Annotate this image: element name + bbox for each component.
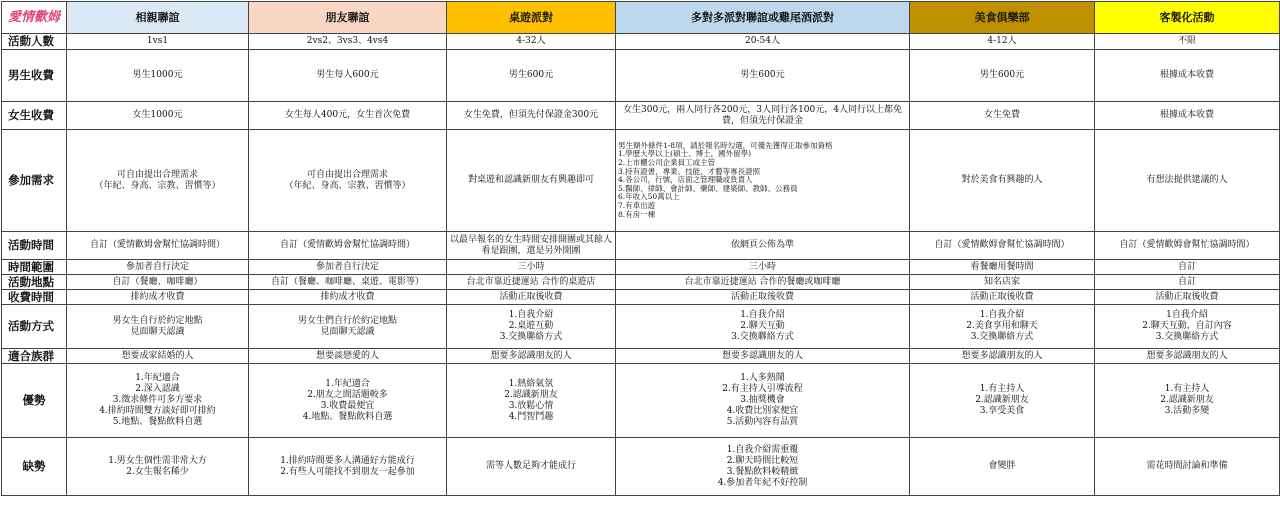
cell: 1.年紀適合 2.朋友之間話題較多 3.收費最便宜 4.地點、餐點飲料自選: [249, 364, 447, 438]
col-header-custom: 客製化活動: [1095, 2, 1280, 34]
cell: 台北市靠近捷運站 合作的餐廳或咖啡廳: [616, 275, 910, 290]
cell: 1.自我介紹 2.聊天互動 3.交換聯絡方式: [616, 305, 910, 349]
cell: 想要多認識朋友的人: [1095, 349, 1280, 364]
cell: 三小時: [447, 260, 616, 275]
row-label-location: 活動地點: [2, 275, 67, 290]
row-label-method: 活動方式: [2, 305, 67, 349]
cell: 知名店家: [910, 275, 1095, 290]
cell: 排約成才收費: [67, 290, 249, 305]
cell: 自訂: [1095, 275, 1280, 290]
row-time: [2, 232, 1280, 260]
cell: 可自由提出合理需求 （年紀、身高、宗教、習慣等）: [249, 130, 447, 232]
cell: 參加者自行決定: [249, 260, 447, 275]
cell: 不限: [1095, 34, 1280, 50]
cell: 男生1000元: [67, 50, 249, 102]
row-label-female-fee: 女生收費: [2, 102, 67, 130]
cell: 以最早報名的女生時間安排開團或其餘人看是跟團，還是另外開團: [447, 232, 616, 260]
cell: 自訂（愛情歡姆會幫忙協調時間）: [1095, 232, 1280, 260]
row-label-duration: 時間範圍: [2, 260, 67, 275]
cell: 2vs2、3vs3、4vs4: [249, 34, 447, 50]
cell: 1.排約時間要多人溝通好方能成行 2.有些人可能找不到朋友一起參加: [249, 438, 447, 496]
row-female-fee: [2, 102, 1280, 130]
cell: 男生額外條件1-8項，請於報名時勾選，可優先獲得正取參加資格 1.學歷大學以上(碩士、博士，國外留學) 2.上市櫃公司企業員工或主管 3.持有證書，專業、技能、才藝等專長證照 4.各公司，行號，店面之管理職或負責人 5.醫師、律師、會計師、藥師、建築師、教師、公務員 6.年收入50萬以上 7.有車出遊 8.有房一棟: [616, 130, 910, 232]
cell: 活動正取後收費: [616, 290, 910, 305]
cell: 1vs1: [67, 34, 249, 50]
cell: 1.男女生個性需非常大方 2.女生報名稀少: [67, 438, 249, 496]
cell: 1.年紀適合 2.深入認識 3.徵求條件可多方要求 4.排約時間雙方談好即可排約 5.地點、餐點飲料自選: [67, 364, 249, 438]
cell: 男女生們自行於約定地點 見面聊天認識: [249, 305, 447, 349]
logo: [2, 2, 67, 34]
cell: 女生免費，但須先付保證金300元: [447, 102, 616, 130]
col-header-matchmaking: 相親聯誼: [67, 2, 249, 34]
row-label-male-fee: 男生收費: [2, 50, 67, 102]
row-label-target: 適合族群: [2, 349, 67, 364]
cell: 想要成家結婚的人: [67, 349, 249, 364]
cell: 男生600元: [910, 50, 1095, 102]
cell: 自訂（愛情歡姆會幫忙協調時間）: [67, 232, 249, 260]
cell: 活動正取後收費: [1095, 290, 1280, 305]
row-cons: [2, 438, 1280, 496]
cell: 1.有主持人 2.認識新朋友 3.享受美食: [910, 364, 1095, 438]
col-header-food: 美食俱樂部: [910, 2, 1095, 34]
cell: 看餐廳用餐時間: [910, 260, 1095, 275]
cell: 可自由提出合理需求 （年紀、身高、宗教、習慣等）: [67, 130, 249, 232]
cell: 4-12人: [910, 34, 1095, 50]
cell: 自訂（愛情歡姆會幫忙協調時間）: [910, 232, 1095, 260]
cell: 女生每人400元，女生首次免費: [249, 102, 447, 130]
row-payment: [2, 290, 1280, 305]
cell: 需花時間討論和準備: [1095, 438, 1280, 496]
cell: 活動正取後收費: [447, 290, 616, 305]
cell: 根據成本收費: [1095, 50, 1280, 102]
cell: 想要多認識朋友的人: [910, 349, 1095, 364]
row-male-fee: [2, 50, 1280, 102]
cell: 台北市靠近捷運站 合作的桌遊店: [447, 275, 616, 290]
row-location: [2, 275, 1280, 290]
cell: 1.人多熱鬧 2.有主持人引導流程 3.抽獎機會 4.收費比別家便宜 5.活動內容有品質: [616, 364, 910, 438]
col-header-boardgame: 桌遊派對: [447, 2, 616, 34]
cell: 1.自我介紹 2.美食享用和聊天 3.交換聯絡方式: [910, 305, 1095, 349]
cell: 排約成才收費: [249, 290, 447, 305]
cell: 4-32人: [447, 34, 616, 50]
cell: 參加者自行決定: [67, 260, 249, 275]
row-target: [2, 349, 1280, 364]
row-count: [2, 34, 1280, 50]
cell: 1.自我介紹 2.桌遊互動 3.交換聯絡方式: [447, 305, 616, 349]
comparison-table: [1, 1, 1280, 496]
cell: 男生每人600元: [249, 50, 447, 102]
cell: 女生1000元: [67, 102, 249, 130]
row-label-time: 活動時間: [2, 232, 67, 260]
cell: 會變胖: [910, 438, 1095, 496]
col-header-party: 多對多派對聯誼或雞尾酒派對: [616, 2, 910, 34]
cell: 男生600元: [447, 50, 616, 102]
row-label-cons: 缺勢: [2, 438, 67, 496]
cell: 1自我介紹 2.聊天互動，自訂內容 3.交換聯絡方式: [1095, 305, 1280, 349]
cell: 活動正取後收費: [910, 290, 1095, 305]
cell: 自訂（餐廳、咖啡廳）: [67, 275, 249, 290]
cell: 男女生自行於約定地點 見面聊天認識: [67, 305, 249, 349]
row-label-pros: 優勢: [2, 364, 67, 438]
cell: 對於美食有興趣的人: [910, 130, 1095, 232]
row-label-requirements: 參加需求: [2, 130, 67, 232]
cell: 男生600元: [616, 50, 910, 102]
cell: 依網頁公佈為準: [616, 232, 910, 260]
cell: 1.自我介紹需重覆 2.聊天時間比較短 3.餐點飲料較精緻 4.參加者年紀不好控制: [616, 438, 910, 496]
cell: 女生300元，兩人同行各200元，3人同行各100元，4人同行以上都免費，但須先付保證金: [616, 102, 910, 130]
cell: 三小時: [616, 260, 910, 275]
row-label-count: 活動人數: [2, 34, 67, 50]
cell: 自訂: [1095, 260, 1280, 275]
header-row: [2, 2, 1280, 34]
cell: 想要多認識朋友的人: [616, 349, 910, 364]
cell: 對桌遊和認識新朋友有興趣即可: [447, 130, 616, 232]
row-method: [2, 305, 1280, 349]
row-label-payment: 收費時間: [2, 290, 67, 305]
cell: 20-54人: [616, 34, 910, 50]
col-header-friends: 朋友聯誼: [249, 2, 447, 34]
row-pros: [2, 364, 1280, 438]
cell: 1.有主持人 2.認識新朋友 3.活動多變: [1095, 364, 1280, 438]
logo-text: 愛情歡姆: [7, 10, 60, 25]
cell: 1.熱絡氣氛 2.認識新朋友 3.放鬆心情 4.鬥智鬥趣: [447, 364, 616, 438]
cell: 根據成本收費: [1095, 102, 1280, 130]
cell: 自訂（餐廳、咖啡廳、桌遊、電影等）: [249, 275, 447, 290]
cell: 想要談戀愛的人: [249, 349, 447, 364]
cell: 女生免費: [910, 102, 1095, 130]
cell: 想要多認識朋友的人: [447, 349, 616, 364]
row-duration: [2, 260, 1280, 275]
cell: 需等人數足夠才能成行: [447, 438, 616, 496]
cell: 有想法提供建議的人: [1095, 130, 1280, 232]
row-requirements: [2, 130, 1280, 232]
cell: 自訂（愛情歡姆會幫忙協調時間）: [249, 232, 447, 260]
